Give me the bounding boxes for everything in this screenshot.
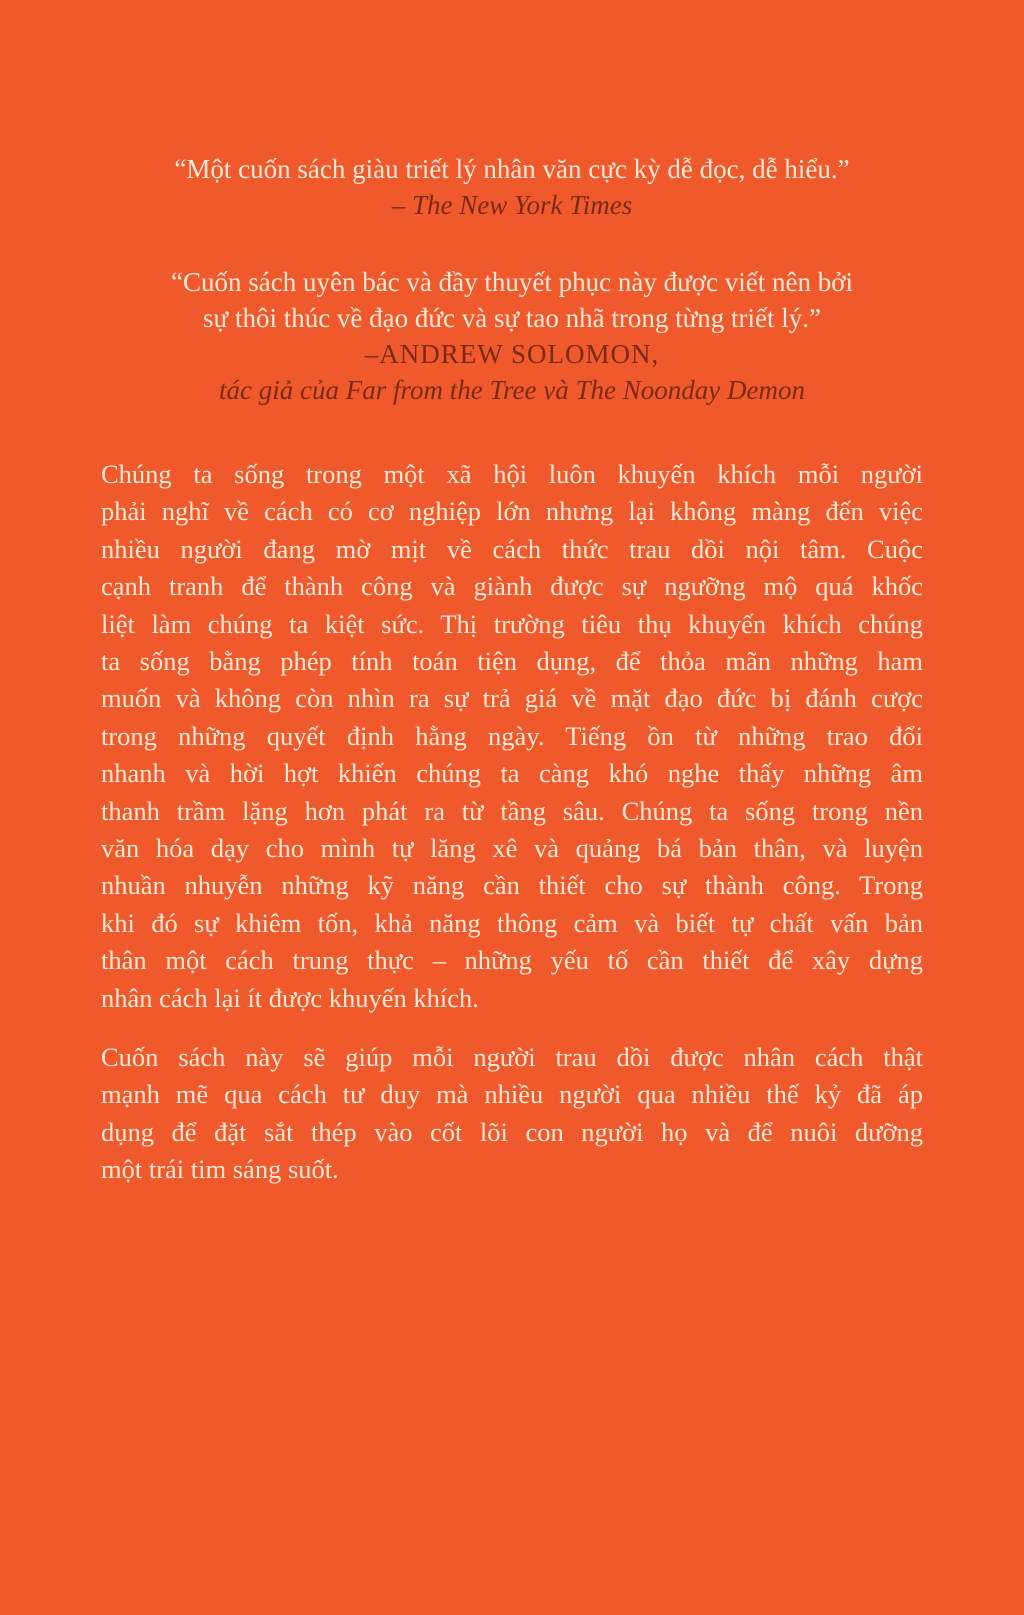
paragraph-line: nhuần nhuyễn những kỹ năng cần thiết cho sự thành công. Trong — [101, 870, 923, 901]
quote-author-name: –ANDREW SOLOMON, — [364, 339, 660, 369]
paragraph-line: ta sống bằng phép tính toán tiện dụng, để thỏa mãn những ham — [101, 646, 923, 677]
review-quote-solomon — [0, 264, 1024, 408]
paragraph-line: cạnh tranh để thành công và giành được sự ngưỡng mộ quá khốc — [101, 571, 923, 602]
credit-prefix: tác giả của — [219, 375, 346, 405]
quote-attribution: – The New York Times — [391, 190, 633, 220]
quote-line-2: sự thôi thúc về đạo đức và sự tao nhã trong từng triết lý.” — [203, 303, 821, 333]
quote-author-credit — [0, 372, 1024, 408]
paragraph-line: nhân cách lại ít được khuyến khích. — [101, 982, 479, 1013]
quote-text: “Một cuốn sách giàu triết lý nhân văn cực kỳ dễ đọc, dễ hiểu.” — [174, 154, 850, 184]
credit-book-2: The Noonday Demon — [575, 375, 805, 405]
paragraph-line: Cuốn sách này sẽ giúp mỗi người trau dồi được nhân cách thật — [101, 1042, 923, 1072]
paragraph-line: phải nghĩ về cách có cơ nghiệp lớn nhưng lại không màng đến việc — [101, 496, 923, 527]
paragraph-line: khi đó sự khiêm tốn, khả năng thông cảm và biết tự chất vấn bản — [101, 907, 923, 938]
description-paragraph-2 — [101, 1039, 923, 1189]
credit-book-1: Far from the Tree — [345, 375, 537, 405]
description-paragraph-1 — [101, 456, 923, 1017]
paragraph-line: liệt làm chúng ta kiệt sức. Thị trường tiêu thụ khuyến khích chúng — [101, 608, 923, 639]
paragraph-line: trong những quyết định hằng ngày. Tiếng ồn từ những trao đổi — [101, 720, 923, 751]
paragraph-line: dụng để đặt sắt thép vào cốt lõi con người họ và để nuôi dưỡng — [101, 1116, 923, 1147]
paragraph-line: Chúng ta sống trong một xã hội luôn khuyến khích mỗi người — [101, 459, 923, 489]
paragraph-line: nhiều người đang mờ mịt về cách thức trau dồi nội tâm. Cuộc — [101, 533, 923, 564]
review-quote-nyt — [0, 151, 1024, 223]
paragraph-line: một trái tim sáng suốt. — [101, 1154, 339, 1185]
paragraph-line: muốn và không còn nhìn ra sự trả giá về mặt đạo đức bị đánh cược — [101, 683, 923, 714]
paragraph-line: thân một cách trung thực – những yếu tố cần thiết để xây dựng — [101, 945, 923, 976]
credit-mid: và — [536, 375, 576, 405]
paragraph-line: nhanh và hời hợt khiến chúng ta càng khó nghe thấy những âm — [101, 758, 923, 789]
paragraph-line: văn hóa dạy cho mình tự lăng xê và quảng bá bản thân, và luyện — [101, 833, 923, 864]
paragraph-line: mạnh mẽ qua cách tư duy mà nhiều người qua nhiều thế kỷ đã áp — [101, 1079, 923, 1110]
paragraph-line: thanh trầm lặng hơn phát ra từ tầng sâu. Chúng ta sống trong nền — [101, 795, 923, 826]
quote-line-1: “Cuốn sách uyên bác và đầy thuyết phục này được viết nên bởi — [171, 267, 853, 297]
